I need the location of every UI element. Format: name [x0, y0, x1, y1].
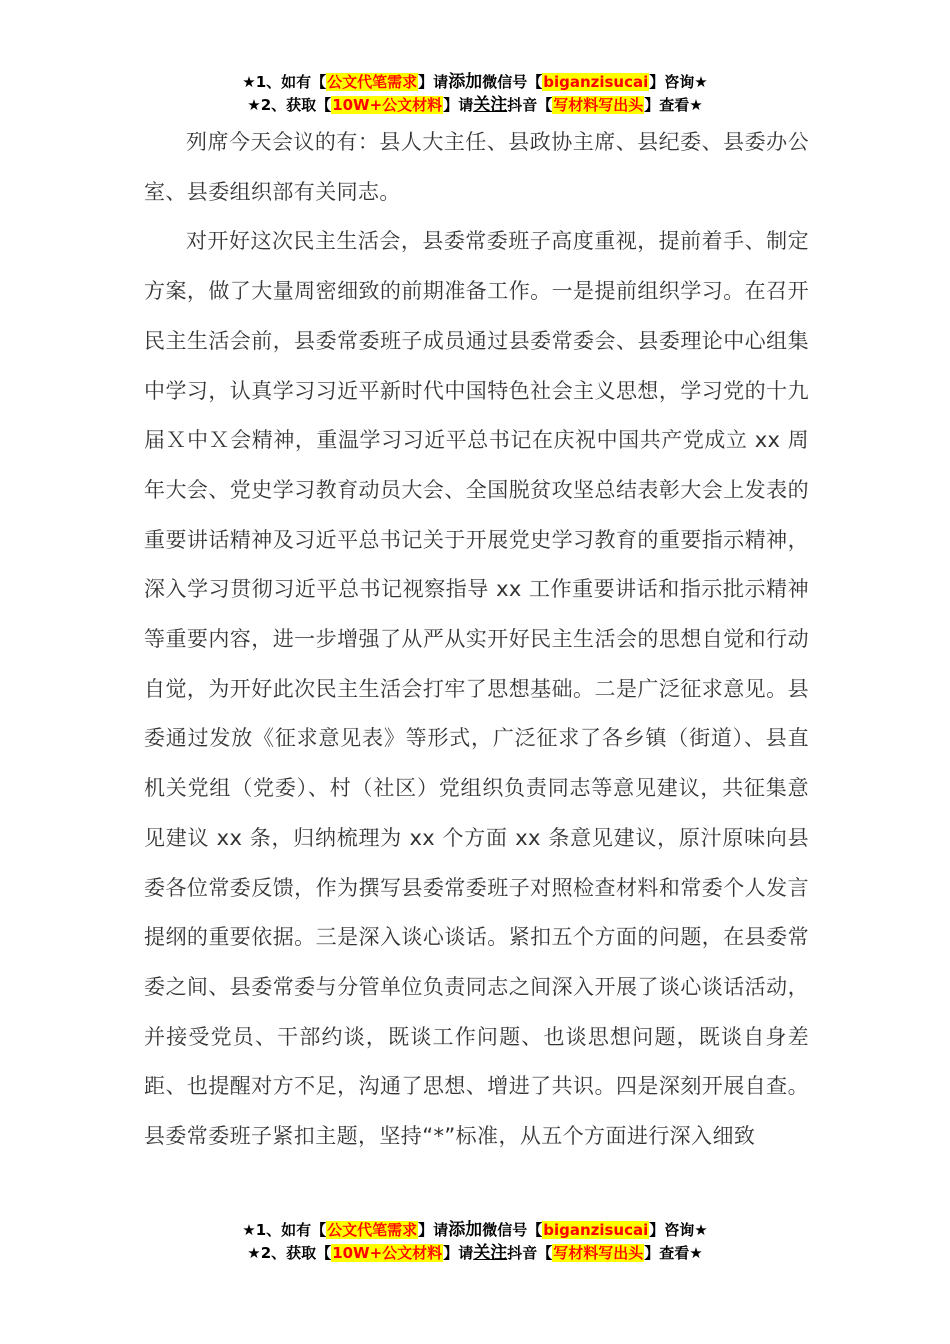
- banner-text: ★2、获取【: [247, 1244, 332, 1262]
- banner-line-2: [0, 1242, 950, 1265]
- banner-highlight: 10W+公文材料: [332, 96, 443, 114]
- banner-line-1: [0, 71, 950, 94]
- banner-text: 】请: [418, 73, 449, 91]
- banner-line-1: [0, 1219, 950, 1242]
- banner-highlight: 公文代笔需求: [327, 73, 418, 91]
- paragraph-preparation: 对开好这次民主生活会，县委常委班子高度重视，提前着手、制定方案，做了大量周密细致的前期准备工作。一是提前组织学习。在召开民主生活会前，县委常委班子成员通过县委常委会、县委理论中心组集中学习，认真学习习近平新时代中国特色社会主义思想，学习党的十九届Ｘ中Ｘ会精神，重温学习习近平总书记在庆祝中国共产党成立 xx 周年大会、党史学习教育动员大会、全国脱贫攻坚总结表彰大会上发表的重要讲话精神及习近平总书记关于开展党史学习教育的重要指示精神，深入学习贯彻习近平总书记视察指导 xx 工作重要讲话和指示批示精神等重要内容，进一步增强了从严从实开好民主生活会的思想自觉和行动自觉，为开好此次民主生活会打牢了思想基础。二是广泛征求意见。县委通过发放《征求意见表》等形式，广泛征求了各乡镇（街道）、县直机关党组（党委）、村（社区）党组织负责同志等意见建议，共征集意见建议 xx 条，归纳梳理为 xx 个方面 xx 条意见建议，原汁原味向县委各位常委反馈，作为撰写县委常委班子对照检查材料和常委个人发言提纲的重要依据。三是深入谈心谈话。紧扣五个方面的问题，在县委常委之间、县委常委与分管单位负责同志之间深入开展了谈心谈话活动，并接受党员、干部约谈，既谈工作问题、也谈思想问题，既谈自身差距、也提醒对方不足，沟通了思想、增进了共识。四是深刻开展自查。县委常委班子紧扣主题，坚持“*”标准，从五个方面进行深入细致: [144, 229, 809, 1149]
- header-banner: [0, 71, 950, 117]
- banner-text: 】查看★: [644, 1244, 703, 1262]
- banner-text: 】请: [443, 96, 474, 114]
- footer-banner: [0, 1219, 950, 1265]
- paragraph-attendees: 列席今天会议的有：县人大主任、县政协主席、县纪委、县委办公室、县委组织部有关同志。: [144, 130, 809, 204]
- banner-douyin-id: 写材料写出头: [553, 1244, 644, 1262]
- banner-emphasis: 添加: [448, 72, 483, 92]
- banner-douyin-id: 写材料写出头: [553, 96, 644, 114]
- banner-text: 微信号【: [482, 1221, 543, 1239]
- banner-text: 】咨询★: [649, 1221, 708, 1239]
- banner-text: 】咨询★: [649, 73, 708, 91]
- banner-emphasis: 关注: [473, 1243, 508, 1263]
- banner-wechat-id: biganzisucai: [543, 73, 649, 91]
- banner-highlight: 公文代笔需求: [327, 1221, 418, 1239]
- banner-highlight: 10W+公文材料: [332, 1244, 443, 1262]
- banner-text: ★1、如有【: [242, 73, 327, 91]
- banner-text: 抖音【: [507, 96, 553, 114]
- banner-emphasis: 添加: [448, 1220, 483, 1240]
- banner-wechat-id: biganzisucai: [543, 1221, 649, 1239]
- banner-text: ★1、如有【: [242, 1221, 327, 1239]
- banner-text: 抖音【: [507, 1244, 553, 1262]
- banner-line-2: [0, 94, 950, 117]
- banner-emphasis: 关注: [473, 95, 508, 115]
- banner-text: 】查看★: [644, 96, 703, 114]
- banner-text: 微信号【: [482, 73, 543, 91]
- banner-text: 】请: [418, 1221, 449, 1239]
- banner-text: 】请: [443, 1244, 474, 1262]
- banner-text: ★2、获取【: [247, 96, 332, 114]
- document-body: [144, 118, 809, 1162]
